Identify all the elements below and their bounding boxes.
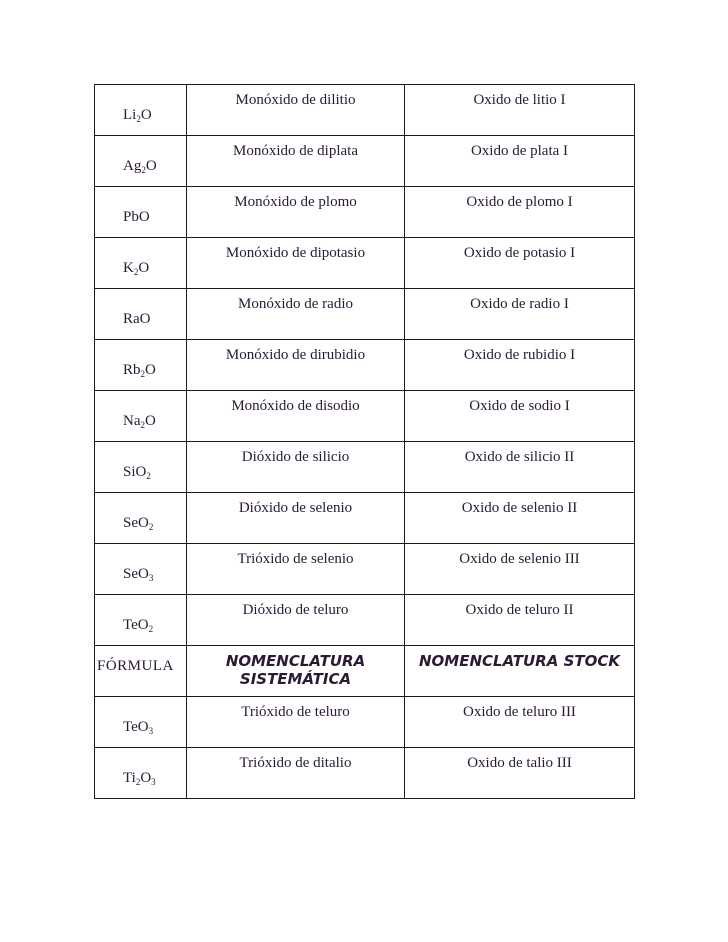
formula-text: PbO xyxy=(123,209,150,225)
table-row xyxy=(95,289,635,340)
stock-cell: Oxido de selenio III xyxy=(405,544,635,595)
table-body xyxy=(95,85,635,799)
sistematica-cell: Trióxido de ditalio xyxy=(187,748,405,799)
formula-text: Ti xyxy=(123,770,136,786)
formula-text: O xyxy=(145,362,156,378)
sistematica-cell: Monóxido de plomo xyxy=(187,187,405,238)
header-sistematica-line2: SISTEMÁTICA xyxy=(239,670,352,688)
formula-cell xyxy=(95,493,187,544)
formula-text: K xyxy=(123,260,134,276)
sistematica-cell: Monóxido de disodio xyxy=(187,391,405,442)
formula-subscript: 2 xyxy=(141,165,146,175)
header-formula: FÓRMULA xyxy=(95,646,187,697)
oxides-nomenclature-table xyxy=(94,84,635,799)
formula-cell xyxy=(95,391,187,442)
stock-cell: Oxido de radio I xyxy=(405,289,635,340)
table-row xyxy=(95,187,635,238)
table-row xyxy=(95,442,635,493)
formula-text: O xyxy=(138,260,150,276)
stock-cell: Oxido de rubidio I xyxy=(405,340,635,391)
formula-subscript: 2 xyxy=(136,114,141,124)
formula-text: O xyxy=(145,158,157,174)
sistematica-cell: Monóxido de dirubidio xyxy=(187,340,405,391)
formula-subscript: 2 xyxy=(146,471,151,481)
stock-cell: Oxido de teluro III xyxy=(405,697,635,748)
header-sistematica-line1: NOMENCLATURA xyxy=(225,652,366,670)
table-row xyxy=(95,544,635,595)
stock-cell: Oxido de sodio I xyxy=(405,391,635,442)
sistematica-cell: Monóxido de radio xyxy=(187,289,405,340)
table-row xyxy=(95,136,635,187)
formula-text: RaO xyxy=(123,311,151,327)
formula-text: Ag xyxy=(123,158,142,174)
formula-subscript: 2 xyxy=(133,267,139,277)
header-row xyxy=(95,646,635,697)
stock-cell: Oxido de plata I xyxy=(405,136,635,187)
sistematica-cell: Dióxido de selenio xyxy=(187,493,405,544)
formula-subscript: 2 xyxy=(148,522,154,532)
formula-subscript: 3 xyxy=(148,573,154,583)
formula-cell xyxy=(95,442,187,493)
formula-cell xyxy=(95,544,187,595)
sistematica-cell: Trióxido de selenio xyxy=(187,544,405,595)
formula-text: SiO xyxy=(123,464,147,480)
sistematica-cell: Monóxido de dilitio xyxy=(187,85,405,136)
formula-text: SeO xyxy=(123,566,149,582)
formula-subscript: 2 xyxy=(135,777,141,787)
formula-subscript: 2 xyxy=(140,420,145,430)
table-row xyxy=(95,238,635,289)
table-row xyxy=(95,595,635,646)
table-row xyxy=(95,748,635,799)
sistematica-cell: Dióxido de teluro xyxy=(187,595,405,646)
header-stock: NOMENCLATURA STOCK xyxy=(405,646,635,697)
table-row xyxy=(95,493,635,544)
stock-cell: Oxido de litio I xyxy=(405,85,635,136)
formula-subscript: 2 xyxy=(140,369,146,379)
stock-cell: Oxido de plomo I xyxy=(405,187,635,238)
sistematica-cell: Trióxido de teluro xyxy=(187,697,405,748)
stock-cell: Oxido de potasio I xyxy=(405,238,635,289)
sistematica-cell: Dióxido de silicio xyxy=(187,442,405,493)
formula-cell xyxy=(95,238,187,289)
header-sistematica xyxy=(187,646,405,697)
formula-text: SeO xyxy=(123,515,149,531)
formula-text: TeO xyxy=(123,617,149,633)
formula-text: Li xyxy=(123,107,137,123)
formula-cell xyxy=(95,289,187,340)
formula-subscript: 3 xyxy=(148,726,154,736)
formula-cell xyxy=(95,697,187,748)
sistematica-cell: Monóxido de diplata xyxy=(187,136,405,187)
formula-cell xyxy=(95,340,187,391)
formula-cell xyxy=(95,748,187,799)
formula-text: O xyxy=(140,107,152,123)
stock-cell: Oxido de silicio II xyxy=(405,442,635,493)
stock-cell: Oxido de selenio II xyxy=(405,493,635,544)
formula-subscript: 3 xyxy=(151,777,156,787)
table-row xyxy=(95,697,635,748)
formula-cell xyxy=(95,187,187,238)
formula-cell xyxy=(95,595,187,646)
formula-cell xyxy=(95,85,187,136)
stock-cell: Oxido de talio III xyxy=(405,748,635,799)
table-row xyxy=(95,340,635,391)
formula-text: O xyxy=(145,413,156,429)
sistematica-cell: Monóxido de dipotasio xyxy=(187,238,405,289)
table-row xyxy=(95,391,635,442)
formula-text: Na xyxy=(123,413,141,429)
formula-text: TeO xyxy=(123,719,149,735)
formula-text: Rb xyxy=(123,362,141,378)
formula-cell xyxy=(95,136,187,187)
formula-text: O xyxy=(140,770,152,786)
stock-cell: Oxido de teluro II xyxy=(405,595,635,646)
formula-subscript: 2 xyxy=(148,624,154,634)
table-row xyxy=(95,85,635,136)
